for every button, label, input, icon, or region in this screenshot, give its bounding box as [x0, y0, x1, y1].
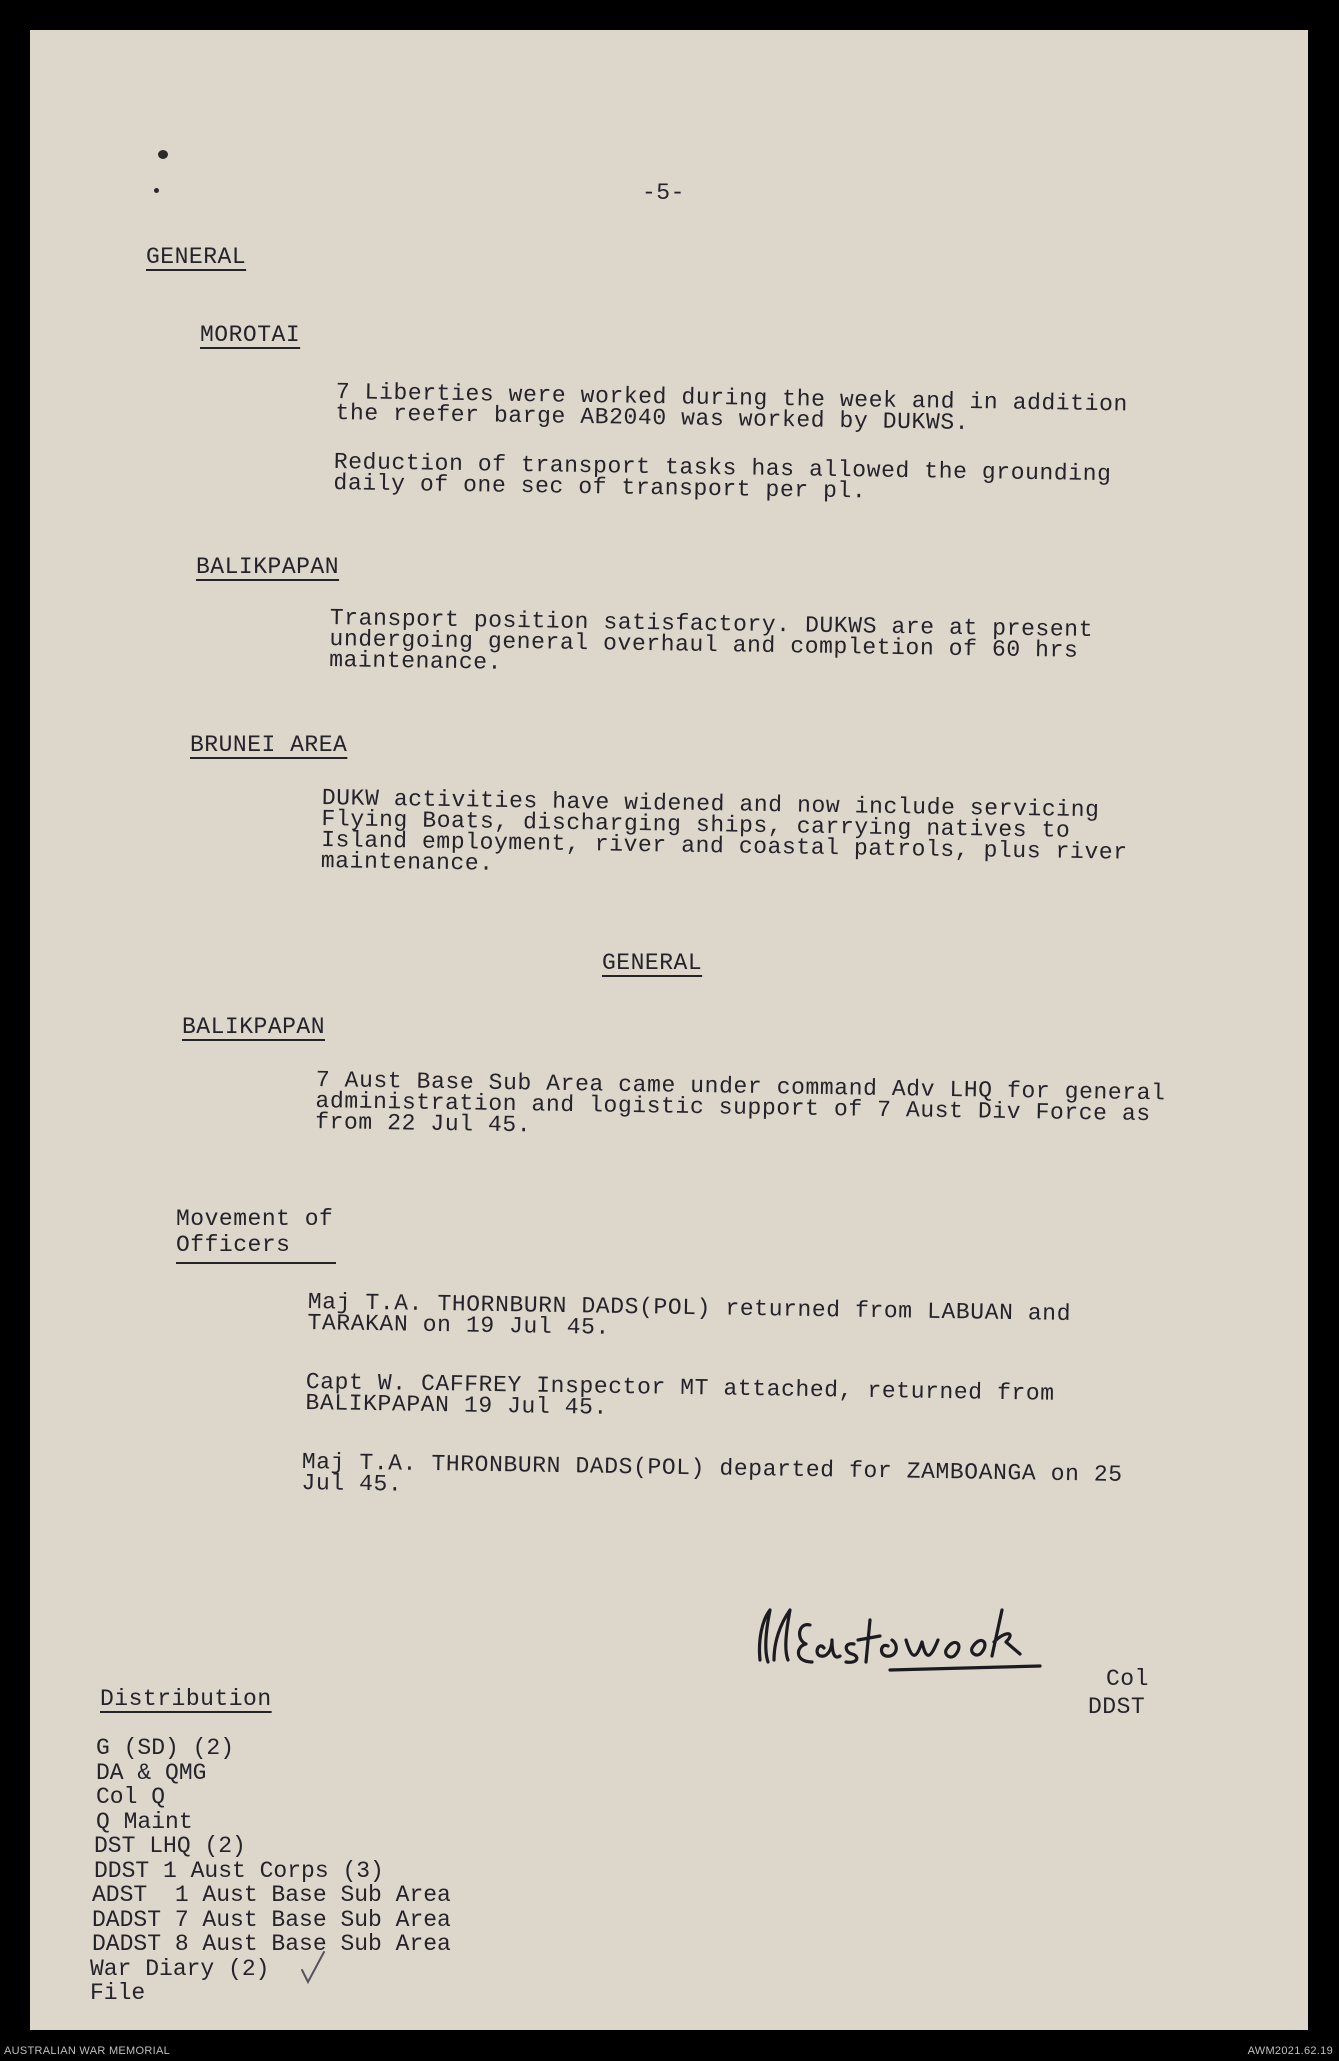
distribution-item: DADST 8 Aust Base Sub Area — [92, 1931, 451, 1957]
heading-officers: Officers — [176, 1232, 291, 1258]
distribution-item: ADST 1 Aust Base Sub Area — [92, 1882, 451, 1908]
distribution-item: Col Q — [96, 1784, 166, 1810]
paragraph: Transport position satisfactory. DUKWS are at present undergoing general overhaul and completion of 60 hrs maintenance. — [328, 605, 1094, 676]
signature-rank: Col — [1106, 1666, 1149, 1692]
heading-balikpapan: BALIKPAPAN — [196, 554, 340, 580]
movement-entry: Maj T.A. THRONBURN DADS(POL) departed for ZAMBOANGA on 25 Jul 45. — [301, 1449, 1123, 1498]
heading-brunei-area: BRUNEI AREA — [190, 732, 348, 758]
heading-balikpapan: BALIKPAPAN — [182, 1014, 326, 1040]
check-mark-icon — [298, 1948, 328, 1988]
footer-right: AWM2021.62.19 — [1247, 2045, 1333, 2057]
distribution-item: DADST 7 Aust Base Sub Area — [92, 1906, 451, 1933]
footer-left: AUSTRALIAN WAR MEMORIAL — [4, 2045, 171, 2057]
distribution-list — [90, 1735, 451, 2006]
heading-underline — [176, 1262, 336, 1264]
ink-smudge — [158, 150, 168, 159]
distribution-item: War Diary (2) — [90, 1955, 270, 1982]
signature-title: DDST — [1088, 1694, 1146, 1720]
distribution-item: DA & QMG — [96, 1759, 207, 1786]
heading-movement-of: Movement of — [176, 1206, 334, 1232]
document-page — [30, 30, 1308, 2030]
ink-smudge — [154, 188, 159, 193]
distribution-item: DDST 1 Aust Corps (3) — [94, 1857, 384, 1884]
heading-general: GENERAL — [602, 950, 703, 976]
heading-morotai: MOROTAI — [200, 322, 301, 348]
paragraph: 7 Aust Base Sub Area came under command Adv LHQ for general administration and logistic support of 7 Aust Div Force as from 22 Jul 45. — [314, 1067, 1166, 1139]
handwritten-signature — [740, 1570, 1160, 1680]
distribution-item: DST LHQ (2) — [94, 1833, 246, 1859]
distribution-item: G (SD) (2) — [96, 1735, 235, 1761]
heading-general: GENERAL — [146, 244, 247, 270]
distribution-item: Q Maint — [96, 1808, 193, 1835]
paragraph: DUKW activities have widened and now include servicing Flying Boats, discharging ships, carrying natives to Island employment, river and coastal patrols, plus river maintenance. — [320, 785, 1128, 877]
page-number: -5- — [642, 180, 685, 206]
distribution-item: File — [90, 1980, 146, 2006]
paragraph: 7 Liberties were worked during the week and in addition the reefer barge AB2040 was worked by DUKWS. — [335, 379, 1129, 436]
paragraph: Reduction of transport tasks has allowed the grounding daily of one sec of transport per pl. — [333, 449, 1112, 505]
movement-entry: Capt W. CAFFREY Inspector MT attached, returned from BALIKPAPAN 19 Jul 45. — [305, 1369, 1055, 1421]
movement-entry: Maj T.A. THORNBURN DADS(POL) returned from LABUAN and TARAKAN on 19 Jul 45. — [307, 1289, 1072, 1341]
heading-distribution: Distribution — [100, 1686, 272, 1712]
